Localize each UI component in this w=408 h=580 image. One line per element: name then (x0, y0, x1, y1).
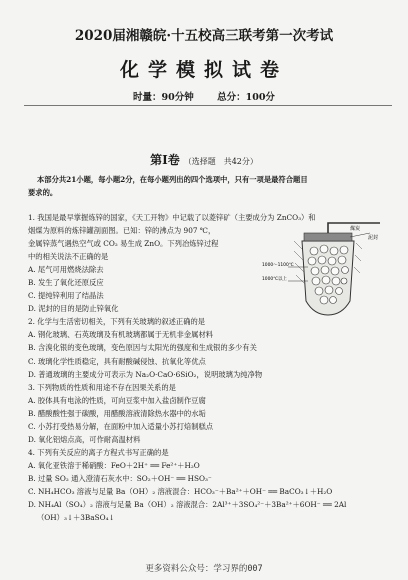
question-line: 烟煤为原料的炼锌罐剖面图。已知：锌的沸点为 907 ℃， (28, 226, 216, 236)
option-line: C. 提纯锌利用了结晶法 (28, 291, 104, 301)
option-line: A. 尾气可用燃烧法除去 (28, 265, 104, 275)
figure-label-seal: 泥封 (368, 235, 379, 241)
option-line: B. 发生了氧化还原反应 (28, 278, 104, 288)
option-line: D. 泥封的目的是防止锌氧化 (28, 304, 119, 314)
figure-label-temp-1: 1000～1100℃ (262, 263, 294, 268)
zinc-furnace-figure (262, 219, 390, 319)
section-title: 第Ⅰ卷 (150, 153, 180, 167)
option-line: B. 含溴化银的变色玻璃，变色原因与太阳光的强度和生成银的多少有关 (28, 343, 257, 353)
time-limit: 时量：90分钟 (133, 92, 194, 103)
exam-meta (0, 89, 408, 103)
figure-label-coal: 煤炭 (350, 226, 361, 232)
instruction-line: 本部分共21小题，每小题2分，在每小题列出的四个选项中，只有一项是最符合题目 (37, 175, 308, 184)
option-line: B. 过量 SO₂ 通入澄清石灰水中：SO₂＋OH⁻ ══ HSO₃⁻ (28, 473, 212, 483)
header-divider (24, 105, 392, 106)
total-score: 总分：100分 (217, 92, 275, 103)
question-line: 中的相关说法不正确的是 (28, 252, 109, 262)
question-line: 2. 化学与生活密切相关，下列有关玻璃的叙述正确的是 (28, 317, 206, 327)
option-line: B. 醋酸酸性强于碳酸，用醋酸溶液清除热水器中的水垢 (28, 408, 206, 418)
footer-note: 更多资料公众号：学习界的007 (145, 564, 263, 574)
option-line: C. NH₄HCO₃ 溶液与足量 Ba（OH）₂ 溶液混合：HCO₃⁻＋Ba²⁺＋OH⁻ ══ BaCO₃↓＋H₂O (28, 486, 333, 496)
figure-label-temp-2: 1000℃以上 (262, 277, 287, 282)
section-heading (0, 151, 408, 168)
question-line: 4. 下列有关反应的离子方程式书写正确的是 (28, 447, 169, 457)
section-note: （选择题 共42分） (183, 157, 258, 166)
option-line: D. 普通玻璃的主要成分可表示为 Na₂O·CaO·6SiO₂，说明玻璃为纯净物 (28, 369, 263, 379)
exam-subtitle: 化学模拟试卷 (119, 59, 288, 81)
option-line: C. 玻璃化学性质稳定，具有耐酸碱侵蚀、抗氧化等优点 (28, 356, 206, 366)
option-line: A. 胶体具有电泳的性质，可向豆浆中加入盐卤制作豆腐 (28, 395, 206, 405)
question-line: 1. 我国是最早掌握炼锌的国家，《天工开物》中记载了以菱锌矿（主要成分为 ZnCO₃）和 (28, 213, 316, 222)
instruction-line: 要求的。 (28, 188, 58, 197)
option-line: （OH）₃↓＋3BaSO₄↓ (37, 513, 115, 523)
option-line: D. 氧化铝熔点高，可作耐高温材料 (28, 434, 141, 444)
section-instruction (28, 173, 380, 199)
option-line: A. 钢化玻璃、石英玻璃及有机玻璃都属于无机非金属材料 (28, 330, 214, 340)
option-line: A. 氧化亚铁溶于稀硝酸：FeO＋2H⁺ ══ Fe²⁺＋H₂O (28, 460, 200, 470)
option-line: D. NH₄Al（SO₄）₂ 溶液与足量 Ba（OH）₂ 溶液混合：2Al³⁺＋3SO₄²⁻＋3Ba²⁺＋6OH⁻ ══ 2Al (28, 500, 347, 510)
option-line: C. 小苏打受热易分解，在面粉中加入适量小苏打焙制糕点 (28, 421, 214, 431)
question-line: 金属锌蒸气遇热空气或 CO₂ 易生成 ZnO。下列冶炼锌过程 (28, 239, 219, 249)
exam-title: 2020届湘赣皖·十五校高三联考第一次考试 (74, 28, 334, 44)
question-line: 3. 下列物质的性质和用途不存在因果关系的是 (28, 382, 176, 392)
